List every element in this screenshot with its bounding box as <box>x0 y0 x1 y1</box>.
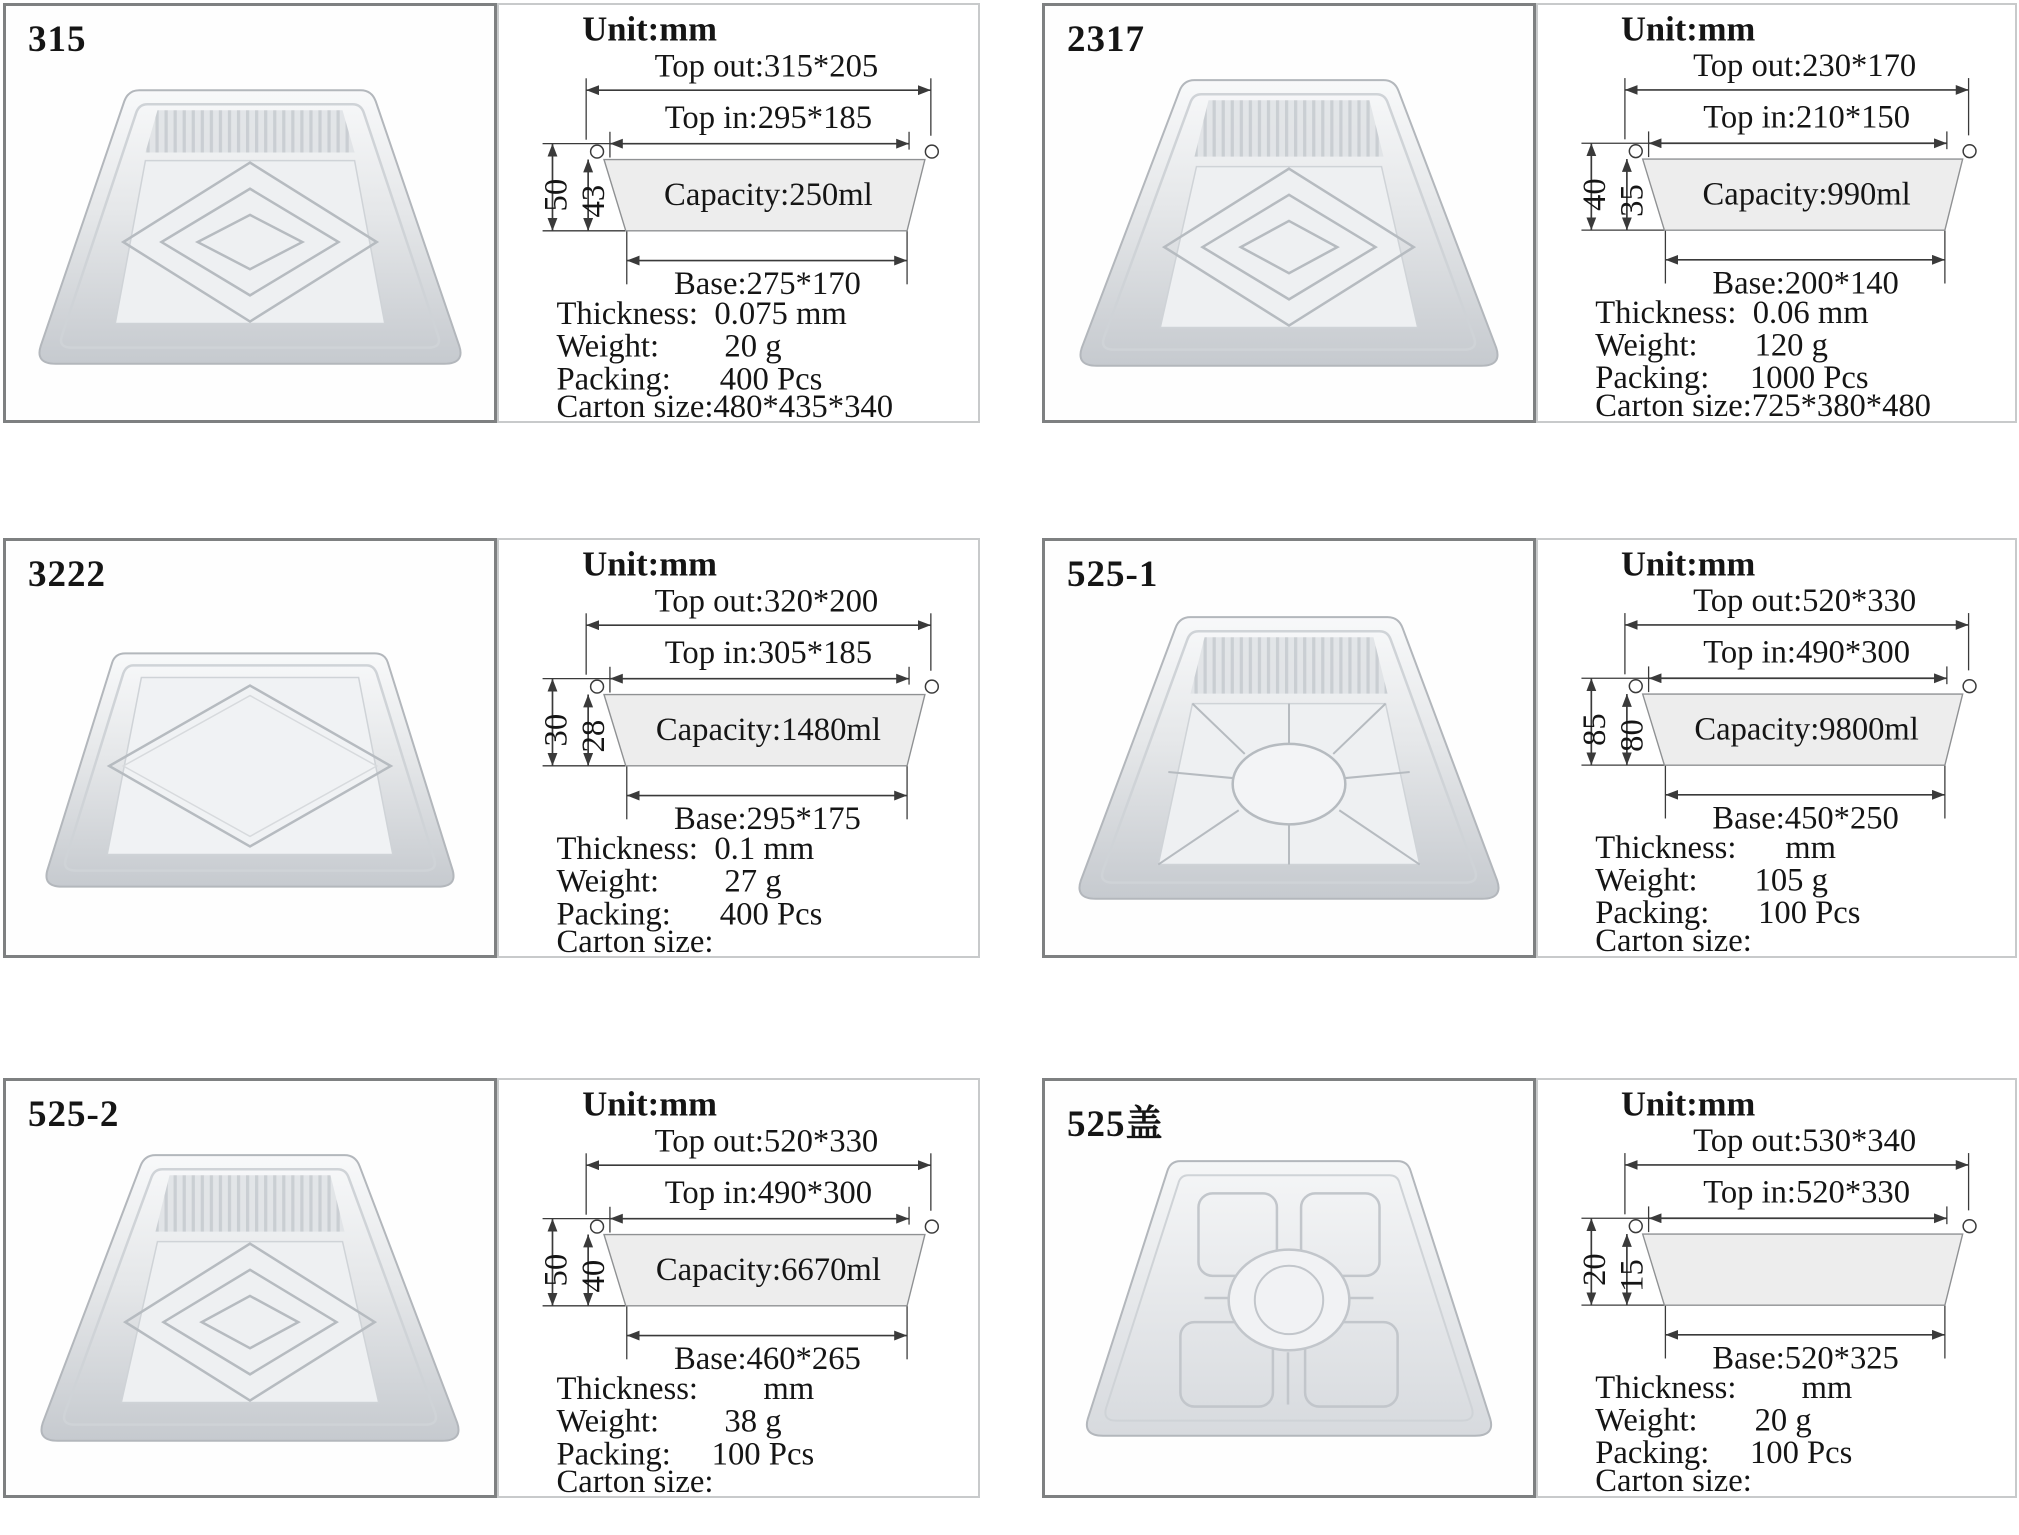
carton-size-row: Carton size: <box>1595 922 1752 956</box>
capacity-trapezoid <box>1643 1234 1963 1305</box>
outer-height-label: 85 <box>1577 713 1614 746</box>
spec-diagram <box>499 5 978 421</box>
unit-label: Unit:mm <box>1620 545 1756 584</box>
inner-height-label: 80 <box>1614 719 1651 752</box>
product-code-label: 3222 <box>28 554 106 595</box>
foil-tray-illustration <box>39 90 460 364</box>
top-out-dimension: Top out:320*200 <box>654 583 879 620</box>
product-photo <box>28 591 472 943</box>
thickness-row: Thickness: 0.1 mm <box>556 830 815 867</box>
weight-row: Weight: 105 g <box>1595 862 1828 899</box>
thickness-row: Thickness: 0.06 mm <box>1595 295 1869 331</box>
spec-diagram <box>1538 540 2015 956</box>
packing-row: Packing: 100 Pcs <box>1595 895 1861 932</box>
rivet-hole-left <box>1629 680 1642 693</box>
product-code-label: 315 <box>28 19 87 60</box>
rivet-hole-right <box>1963 1220 1976 1233</box>
product-code-label: 525-1 <box>1067 554 1159 595</box>
top-in-dimension: Top in:490*300 <box>1703 634 1911 671</box>
foil-tray-illustration <box>41 1155 458 1441</box>
unit-label: Unit:mm <box>582 10 717 49</box>
packing-row: Packing: 400 Pcs <box>556 361 823 398</box>
product-photo <box>1067 56 1511 408</box>
unit-label: Unit:mm <box>582 545 717 584</box>
foil-tray-illustration <box>1087 1161 1491 1436</box>
outer-height-label: 50 <box>538 178 575 212</box>
weight-row: Weight: 20 g <box>1595 1402 1812 1439</box>
product-photo-cell <box>3 3 497 423</box>
unit-label: Unit:mm <box>1620 10 1756 49</box>
rivet-hole-left <box>591 1220 604 1233</box>
weight-row: Weight: 38 g <box>556 1403 782 1440</box>
outer-height-label: 50 <box>538 1253 575 1287</box>
outer-height-label: 30 <box>538 713 575 747</box>
inner-height-label: 43 <box>575 184 612 218</box>
spec-cell <box>497 538 980 958</box>
base-dimension: Base:275*170 <box>673 266 861 303</box>
inner-height-label: 35 <box>1614 184 1651 217</box>
thickness-row: Thickness: mm <box>556 1370 815 1407</box>
top-out-dimension: Top out:520*330 <box>1693 583 1917 620</box>
spec-cell <box>497 1078 980 1498</box>
inner-height-label: 28 <box>575 719 612 753</box>
rivet-hole-right <box>925 145 938 158</box>
top-in-dimension: Top in:295*185 <box>664 99 873 136</box>
top-in-dimension: Top in:520*330 <box>1703 1174 1911 1211</box>
foil-tray-illustration <box>46 653 453 886</box>
unit-label: Unit:mm <box>1620 1085 1756 1124</box>
foil-tray-illustration <box>1079 617 1498 899</box>
top-in-dimension: Top in:210*150 <box>1703 99 1911 136</box>
carton-size-row: Carton size: <box>556 1464 714 1496</box>
packing-row: Packing: 100 Pcs <box>1595 1435 1853 1472</box>
base-dimension: Base:295*175 <box>673 801 861 838</box>
product-photo <box>1067 591 1511 943</box>
spec-diagram <box>1538 5 2015 421</box>
spec-diagram <box>499 1080 978 1496</box>
product-panel <box>3 1078 980 1504</box>
rivet-hole-right <box>925 1220 938 1233</box>
base-dimension: Base:460*265 <box>673 1341 861 1378</box>
packing-row: Packing: 1000 Pcs <box>1595 360 1869 397</box>
product-photo <box>28 1131 472 1483</box>
inner-height-label: 40 <box>575 1259 612 1293</box>
outer-height-label: 40 <box>1577 178 1614 211</box>
carton-size-row: Carton size: <box>1595 1462 1752 1496</box>
thickness-row: Thickness: 0.075 mm <box>556 295 847 332</box>
weight-row: Weight: 120 g <box>1595 327 1828 364</box>
inner-height-label: 15 <box>1614 1259 1651 1292</box>
capacity-label: Capacity:990ml <box>1702 176 1911 213</box>
rivet-hole-right <box>925 680 938 693</box>
product-photo <box>1067 1131 1511 1483</box>
spec-diagram <box>499 540 978 956</box>
foil-tray-illustration <box>1080 80 1497 366</box>
capacity-label: Capacity:250ml <box>664 177 873 214</box>
packing-row: Packing: 400 Pcs <box>556 896 823 933</box>
product-panel <box>1042 1078 2017 1504</box>
spec-diagram <box>1538 1080 2015 1496</box>
spec-cell <box>1536 3 2017 423</box>
spec-cell <box>1536 538 2017 958</box>
top-out-dimension: Top out:315*205 <box>654 48 879 85</box>
top-in-dimension: Top in:490*300 <box>664 1174 873 1211</box>
weight-row: Weight: 27 g <box>556 863 782 900</box>
base-dimension: Base:200*140 <box>1712 265 1899 302</box>
rivet-hole-right <box>1963 145 1976 158</box>
rivet-hole-left <box>1629 1220 1642 1233</box>
product-code-label: 525-2 <box>28 1094 120 1135</box>
base-dimension: Base:450*250 <box>1712 800 1899 837</box>
thickness-row: Thickness: mm <box>1595 1370 1853 1406</box>
base-dimension: Base:520*325 <box>1712 1340 1899 1377</box>
top-in-dimension: Top in:305*185 <box>664 634 873 671</box>
thickness-row: Thickness: mm <box>1595 830 1836 866</box>
rivet-hole-left <box>591 680 604 693</box>
unit-label: Unit:mm <box>582 1085 717 1124</box>
carton-size-row: Carton size: <box>556 924 714 956</box>
product-photo-cell <box>1042 1078 1536 1498</box>
rivet-hole-left <box>1629 145 1642 158</box>
product-panel <box>1042 3 2017 429</box>
product-photo <box>28 56 472 408</box>
product-photo-cell <box>1042 3 1536 423</box>
rivet-hole-left <box>591 145 604 158</box>
product-photo-cell <box>1042 538 1536 958</box>
top-out-dimension: Top out:520*330 <box>654 1123 879 1160</box>
packing-row: Packing: 100 Pcs <box>556 1436 815 1473</box>
product-code-label: 525盖 <box>1067 1104 1164 1145</box>
capacity-label: Capacity:9800ml <box>1694 711 1919 748</box>
product-panel <box>3 3 980 429</box>
spec-cell <box>497 3 980 423</box>
carton-size-row: Carton size:725*380*480 <box>1595 387 1931 421</box>
product-panel <box>3 538 980 964</box>
outer-height-label: 20 <box>1577 1253 1614 1286</box>
rivet-hole-right <box>1963 680 1976 693</box>
top-out-dimension: Top out:230*170 <box>1693 48 1917 85</box>
product-code-label: 2317 <box>1067 19 1145 60</box>
weight-row: Weight: 20 g <box>556 328 782 365</box>
capacity-label: Capacity:1480ml <box>655 712 881 749</box>
capacity-label: Capacity:6670ml <box>655 1252 881 1289</box>
product-photo-cell <box>3 1078 497 1498</box>
product-photo-cell <box>3 538 497 958</box>
carton-size-row: Carton size:480*435*340 <box>556 389 894 421</box>
spec-cell <box>1536 1078 2017 1498</box>
top-out-dimension: Top out:530*340 <box>1693 1123 1917 1160</box>
product-panel <box>1042 538 2017 964</box>
